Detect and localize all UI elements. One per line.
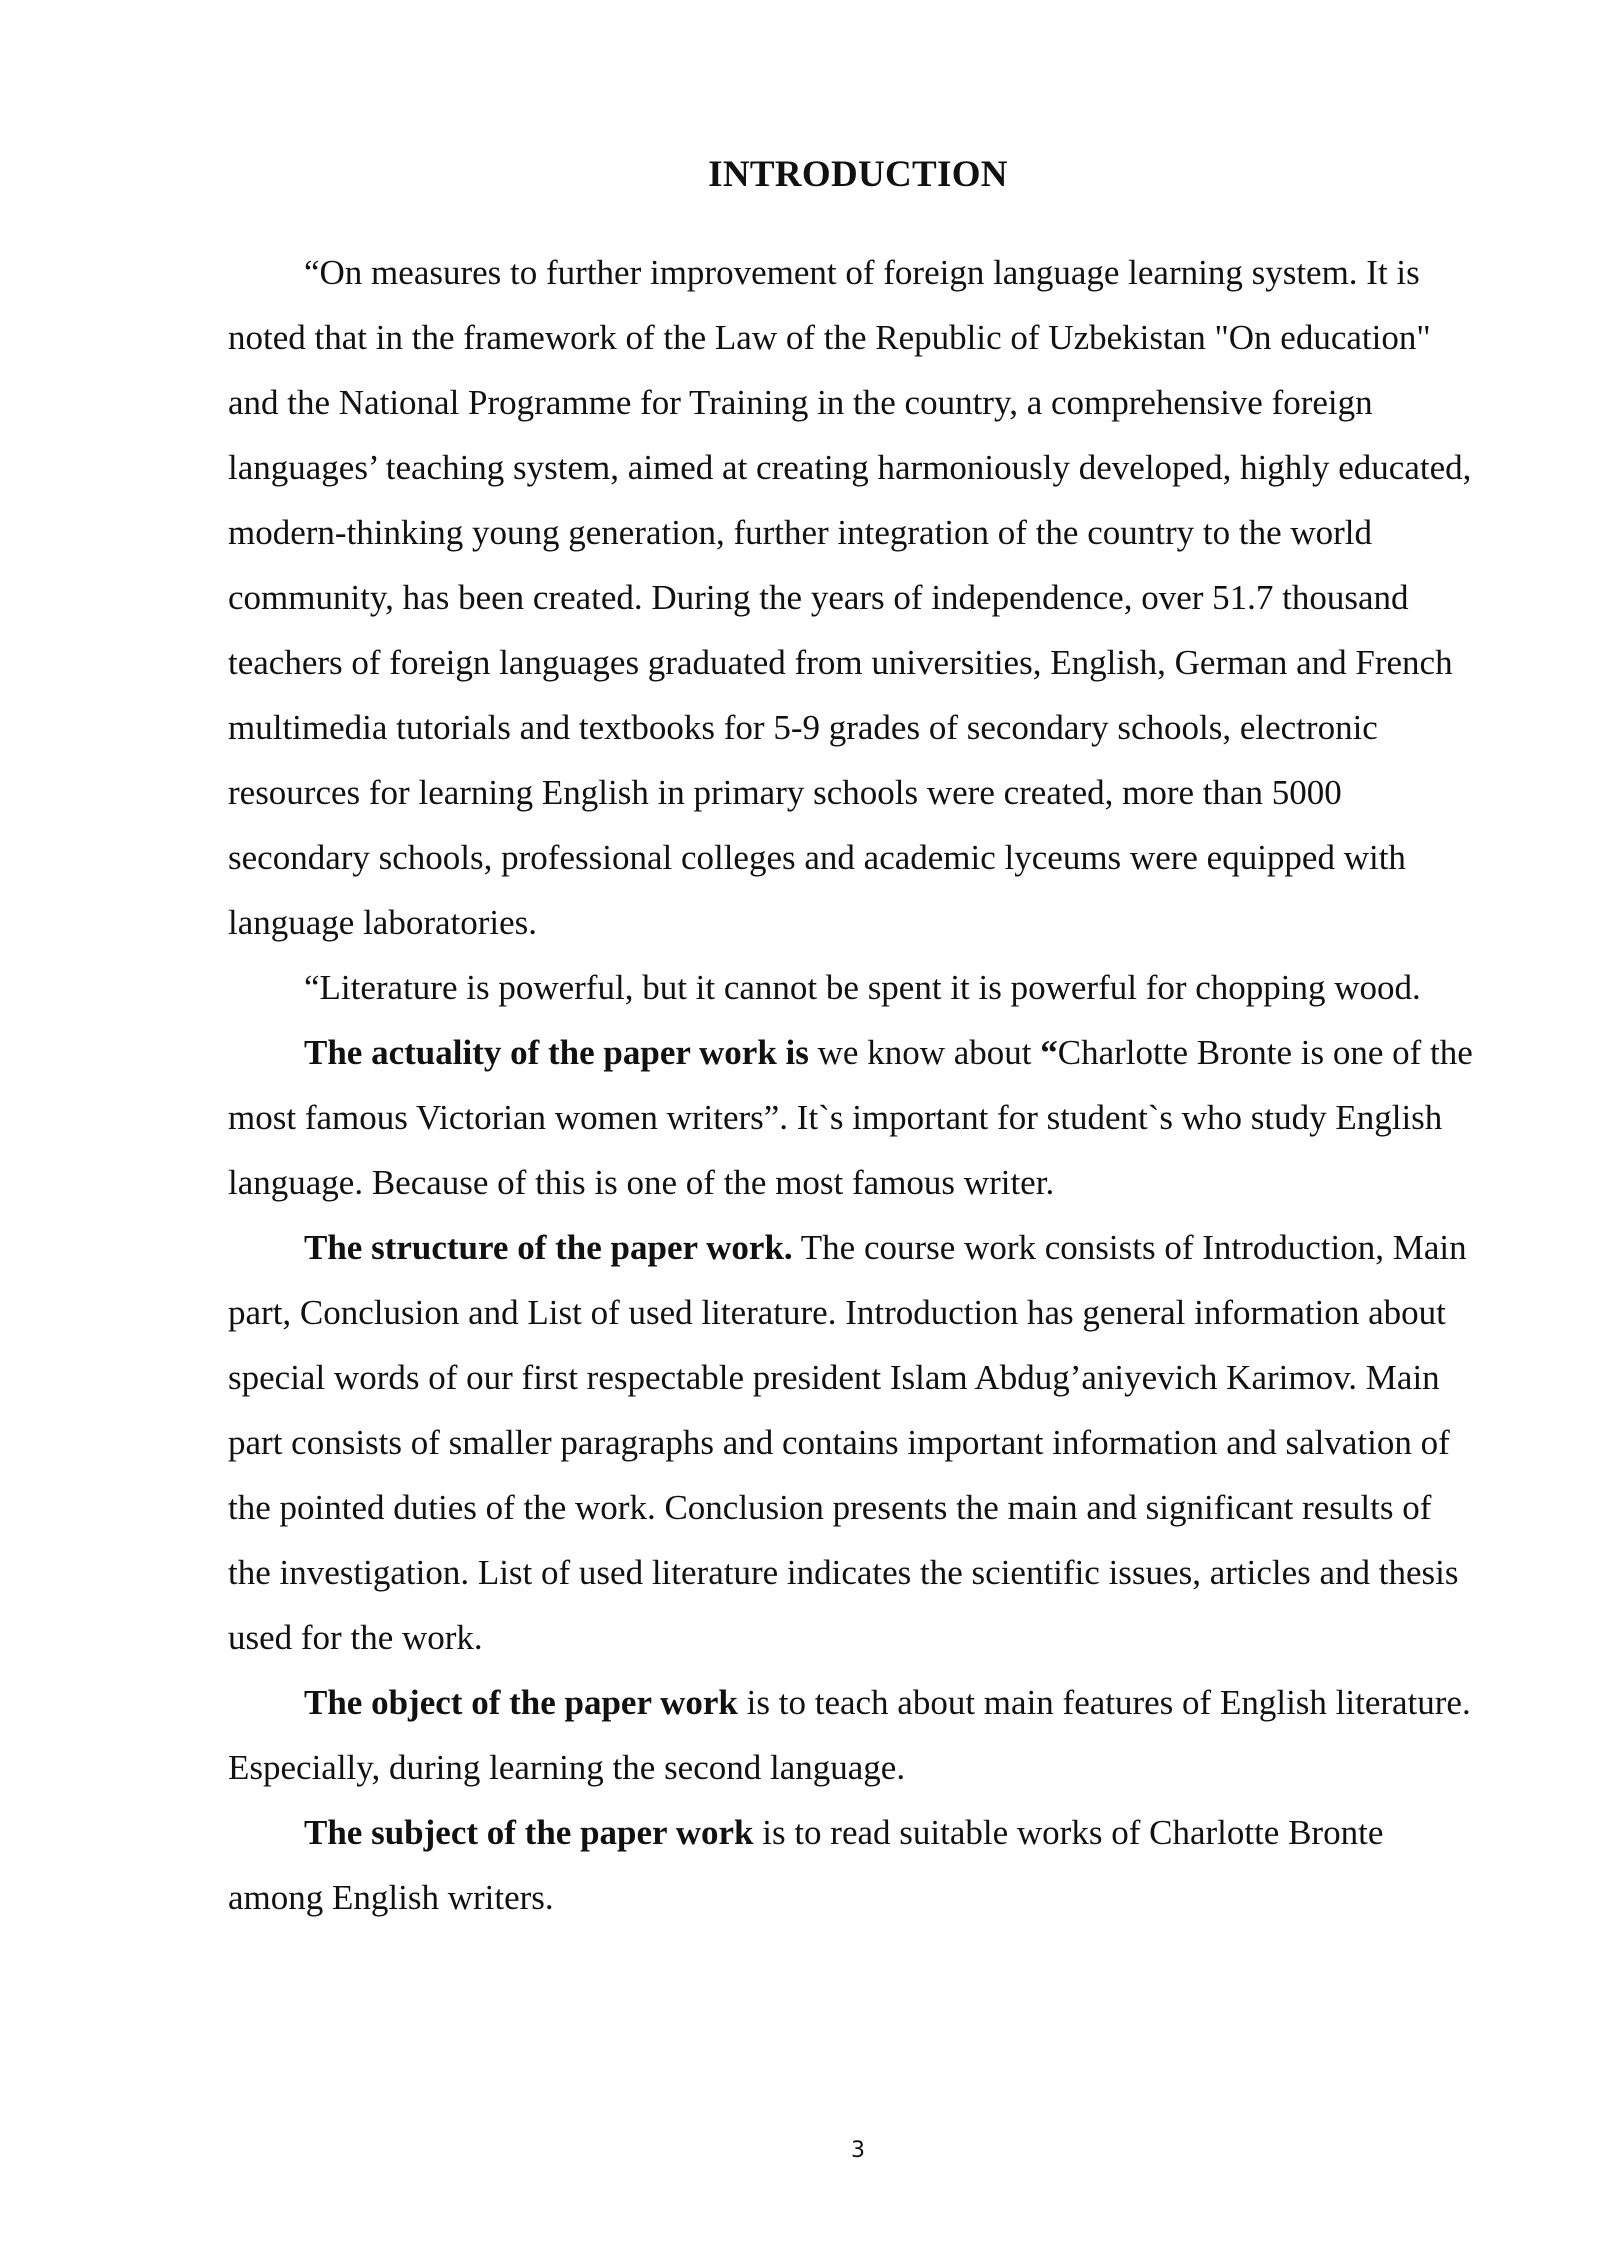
paragraph-structure [228,1215,1480,1670]
actuality-heading: The actuality of the paper work is [304,1033,809,1072]
object-heading: The object of the paper work [304,1683,738,1722]
paragraph-actuality [228,1020,1480,1215]
paragraph-object [228,1670,1480,1800]
actuality-text-intro: we know about [808,1033,1041,1072]
subject-heading: The subject of the paper work [304,1813,754,1852]
structure-heading: The structure of the paper work. [304,1228,793,1267]
page-number: 3 [851,2138,865,2163]
structure-text: The course work consists of Introduction, Main part, Conclusion and List of used literature. Introduction has general information about special words of our first respectable president Islam Abdug’aniyevich Karimov. Main part consists of smaller paragraphs and contains important information and salvation of the pointed duties of the work. Conclusion presents the main and significant results of the investigation. List of used literature indicates the scientific issues, articles and thesis used for the work. [228,1228,1467,1657]
paragraph-decree-quote: “On measures to further improvement of foreign language learning system. It is noted that in the framework of the Law of the Republic of Uzbekistan "On education" and the National Programme for Training in the country, a comprehensive foreign languages’ teaching system, aimed at creating harmoniously developed, highly educated, modern-thinking young generation, further integration of the country to the world community, has been created. During the years of independence, over 51.7 thousand teachers of foreign languages graduated from universities, English, German and French multimedia tutorials and textbooks for 5-9 grades of secondary schools, electronic resources for learning English in primary schools were created, more than 5000 secondary schools, professional colleges and academic lyceums were equipped with language laboratories. [228,253,1472,942]
object-text: is to teach about main features of English literature. Especially, during learning the second language. [228,1683,1471,1787]
actuality-text: Charlotte Bronte is one of the most famous Victorian women writers”. It`s important for student`s who study English language. Because of this is one of the most famous writer. [228,1033,1473,1202]
page-title: INTRODUCTION [708,154,1008,195]
body-text [228,240,1480,1930]
paragraph-subject [228,1800,1480,1930]
subject-text: is to read suitable works of Charlotte Bronte among English writers. [228,1813,1384,1917]
actuality-open-quote: “ [1040,1033,1058,1072]
paragraph-literature-quote: “Literature is powerful, but it cannot be spent it is powerful for chopping wood. [304,968,1421,1007]
